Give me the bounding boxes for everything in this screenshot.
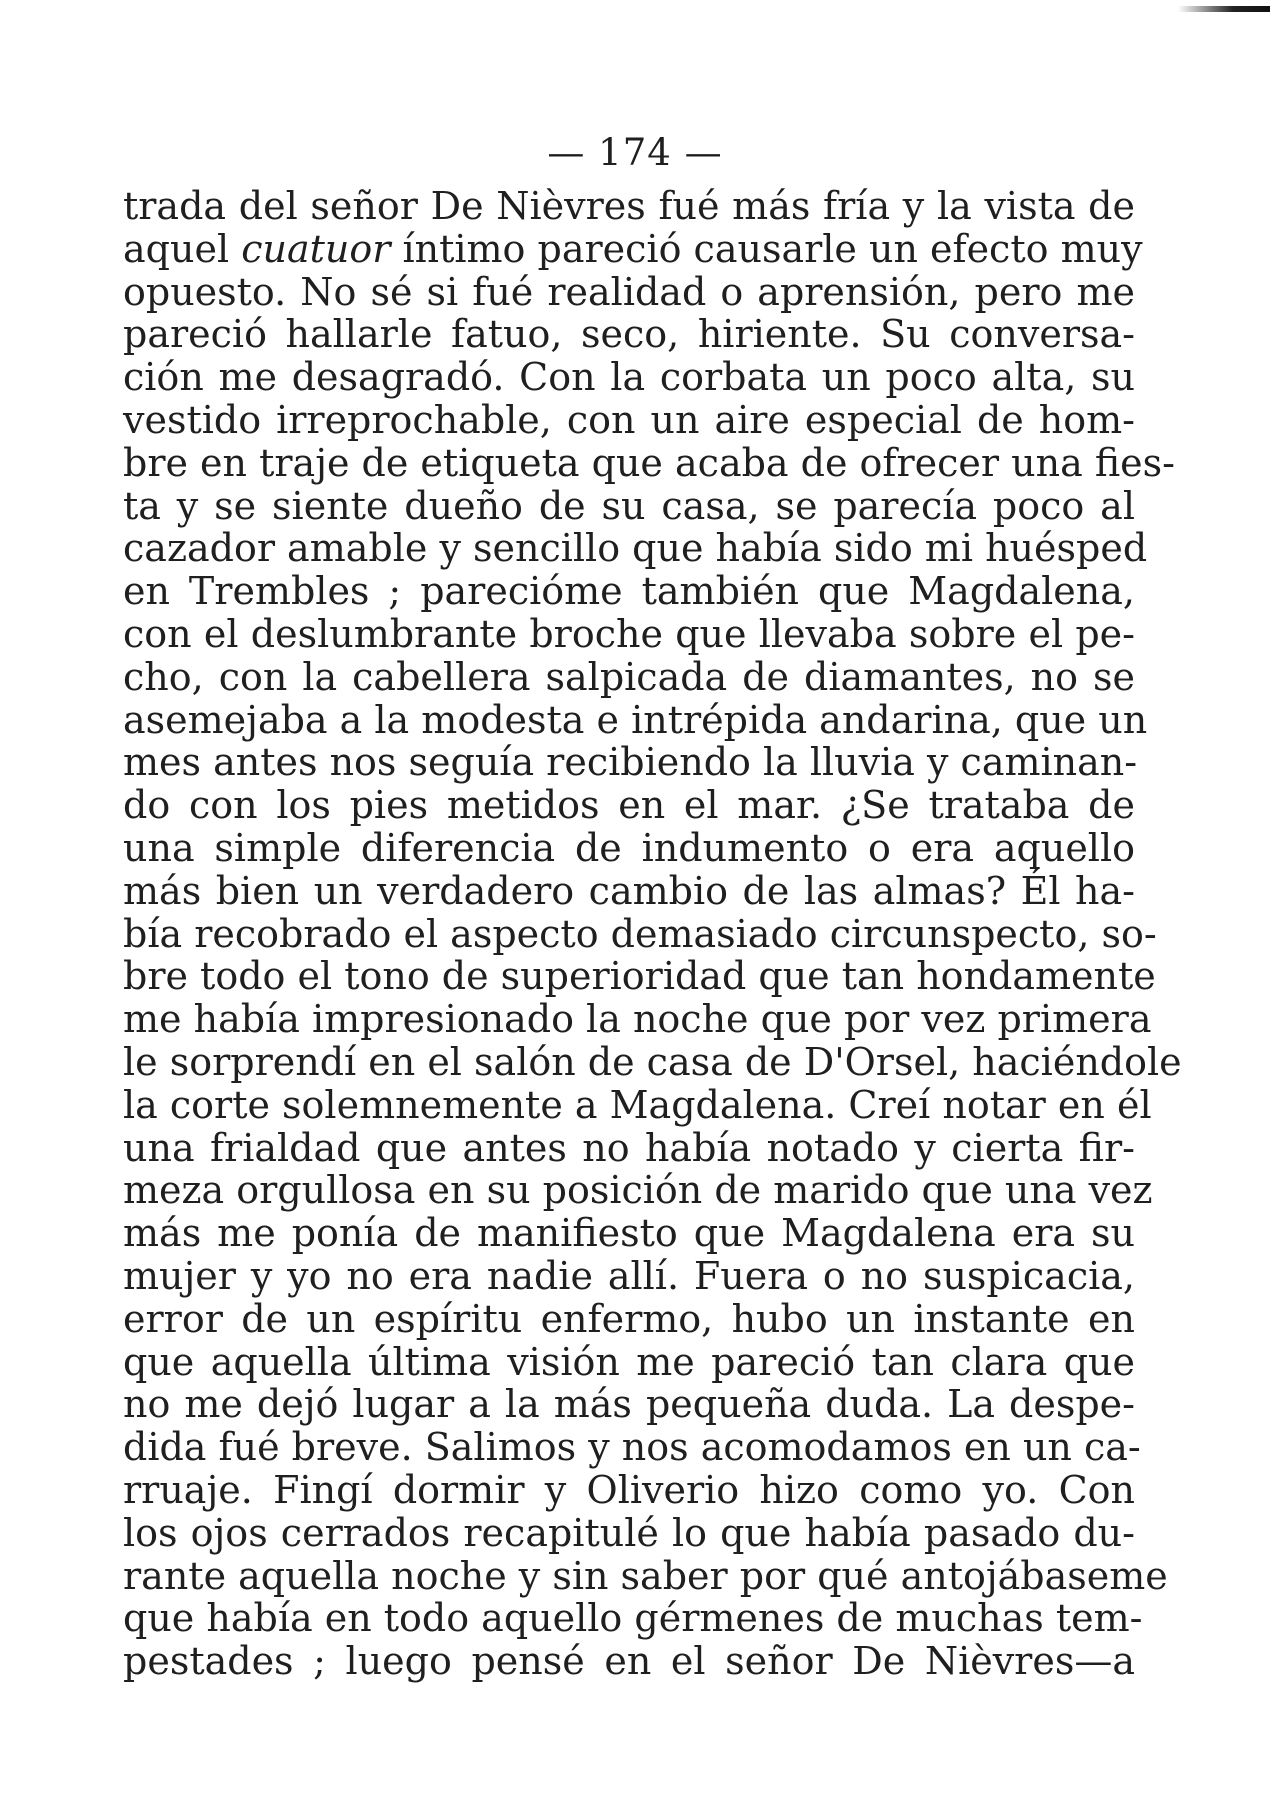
text-line: que aquella última visión me pareció tan clara que bbox=[123, 1339, 1135, 1384]
text-line: la corte solemnemente a Magdalena. Creí notar en él bbox=[123, 1082, 1152, 1127]
text-line: bre todo el tono de superioridad que tan hondamente bbox=[123, 954, 1156, 999]
text-line: rante aquella noche y sin saber por qué antojábaseme bbox=[123, 1553, 1168, 1598]
text-line: asemejaba a la modesta e intrépida andarina, que un bbox=[123, 697, 1148, 742]
text-line: mes antes nos seguía recibiendo la lluvia y caminan- bbox=[123, 740, 1138, 785]
text-line: no me dejó lugar a la más pequeña duda. La despe- bbox=[123, 1382, 1135, 1427]
page-edge-mark bbox=[1178, 6, 1270, 12]
text-line: los ojos cerrados recapitulé lo que había pasado du- bbox=[123, 1510, 1135, 1555]
text-line: pestades ; luego pensé en el señor De Nièvres—a bbox=[123, 1639, 1135, 1684]
body-text bbox=[123, 184, 1182, 1684]
text-line bbox=[123, 226, 1143, 271]
text-line: bía recobrado el aspecto demasiado circunspecto, so- bbox=[123, 911, 1157, 956]
text-line: cazador amable y sencillo que había sido mi huésped bbox=[123, 526, 1148, 571]
text-line: con el deslumbrante broche que llevaba sobre el pe- bbox=[123, 611, 1135, 656]
text-line: cho, con la cabellera salpicada de diamantes, no se bbox=[123, 654, 1135, 699]
text-line: error de un espíritu enfermo, hubo un instante en bbox=[123, 1296, 1135, 1341]
text-line: ta y se siente dueño de su casa, se parecía poco al bbox=[123, 483, 1135, 528]
text-segment: aquel bbox=[123, 226, 242, 271]
text-line: me había impresionado la noche que por vez primera bbox=[123, 997, 1152, 1042]
text-line: ción me desagradó. Con la corbata un poco alta, su bbox=[123, 355, 1135, 400]
text-line: más me ponía de manifiesto que Magdalena era su bbox=[123, 1211, 1135, 1256]
text-segment: íntimo pareció causarle un efecto muy bbox=[390, 226, 1143, 271]
text-line: meza orgullosa en su posición de marido que una vez bbox=[123, 1168, 1153, 1213]
italic-word: cuatuor bbox=[241, 226, 391, 271]
text-line: más bien un verdadero cambio de las almas? Él ha- bbox=[123, 868, 1135, 913]
text-line: bre en traje de etiqueta que acaba de ofrecer una fies- bbox=[123, 440, 1176, 485]
text-line: opuesto. No sé si fué realidad o aprensión, pero me bbox=[123, 269, 1135, 314]
text-line: do con los pies metidos en el mar. ¿Se trataba de bbox=[123, 783, 1135, 828]
text-line: rruaje. Fingí dormir y Oliverio hizo como yo. Con bbox=[123, 1467, 1135, 1512]
page-number: — 174 — bbox=[547, 131, 723, 174]
text-line: mujer y yo no era nadie allí. Fuera o no suspicacia, bbox=[123, 1253, 1135, 1298]
text-line: trada del señor De Nièvres fué más fría y la vista de bbox=[123, 184, 1135, 228]
text-line: en Trembles ; parecióme también que Magdalena, bbox=[123, 569, 1135, 614]
text-line: vestido irreprochable, con un aire especial de hom- bbox=[123, 397, 1135, 442]
text-line: una simple diferencia de indumento o era aquello bbox=[123, 825, 1135, 870]
text-line: le sorprendí en el salón de casa de D'Orsel, haciéndole bbox=[123, 1039, 1182, 1084]
text-line: pareció hallarle fatuo, seco, hiriente. Su conversa- bbox=[123, 312, 1135, 357]
text-line: que había en todo aquello gérmenes de muchas tem- bbox=[123, 1596, 1143, 1641]
text-line: dida fué breve. Salimos y nos acomodamos en un ca- bbox=[123, 1425, 1141, 1470]
text-line: una frialdad que antes no había notado y cierta fir- bbox=[123, 1125, 1135, 1170]
